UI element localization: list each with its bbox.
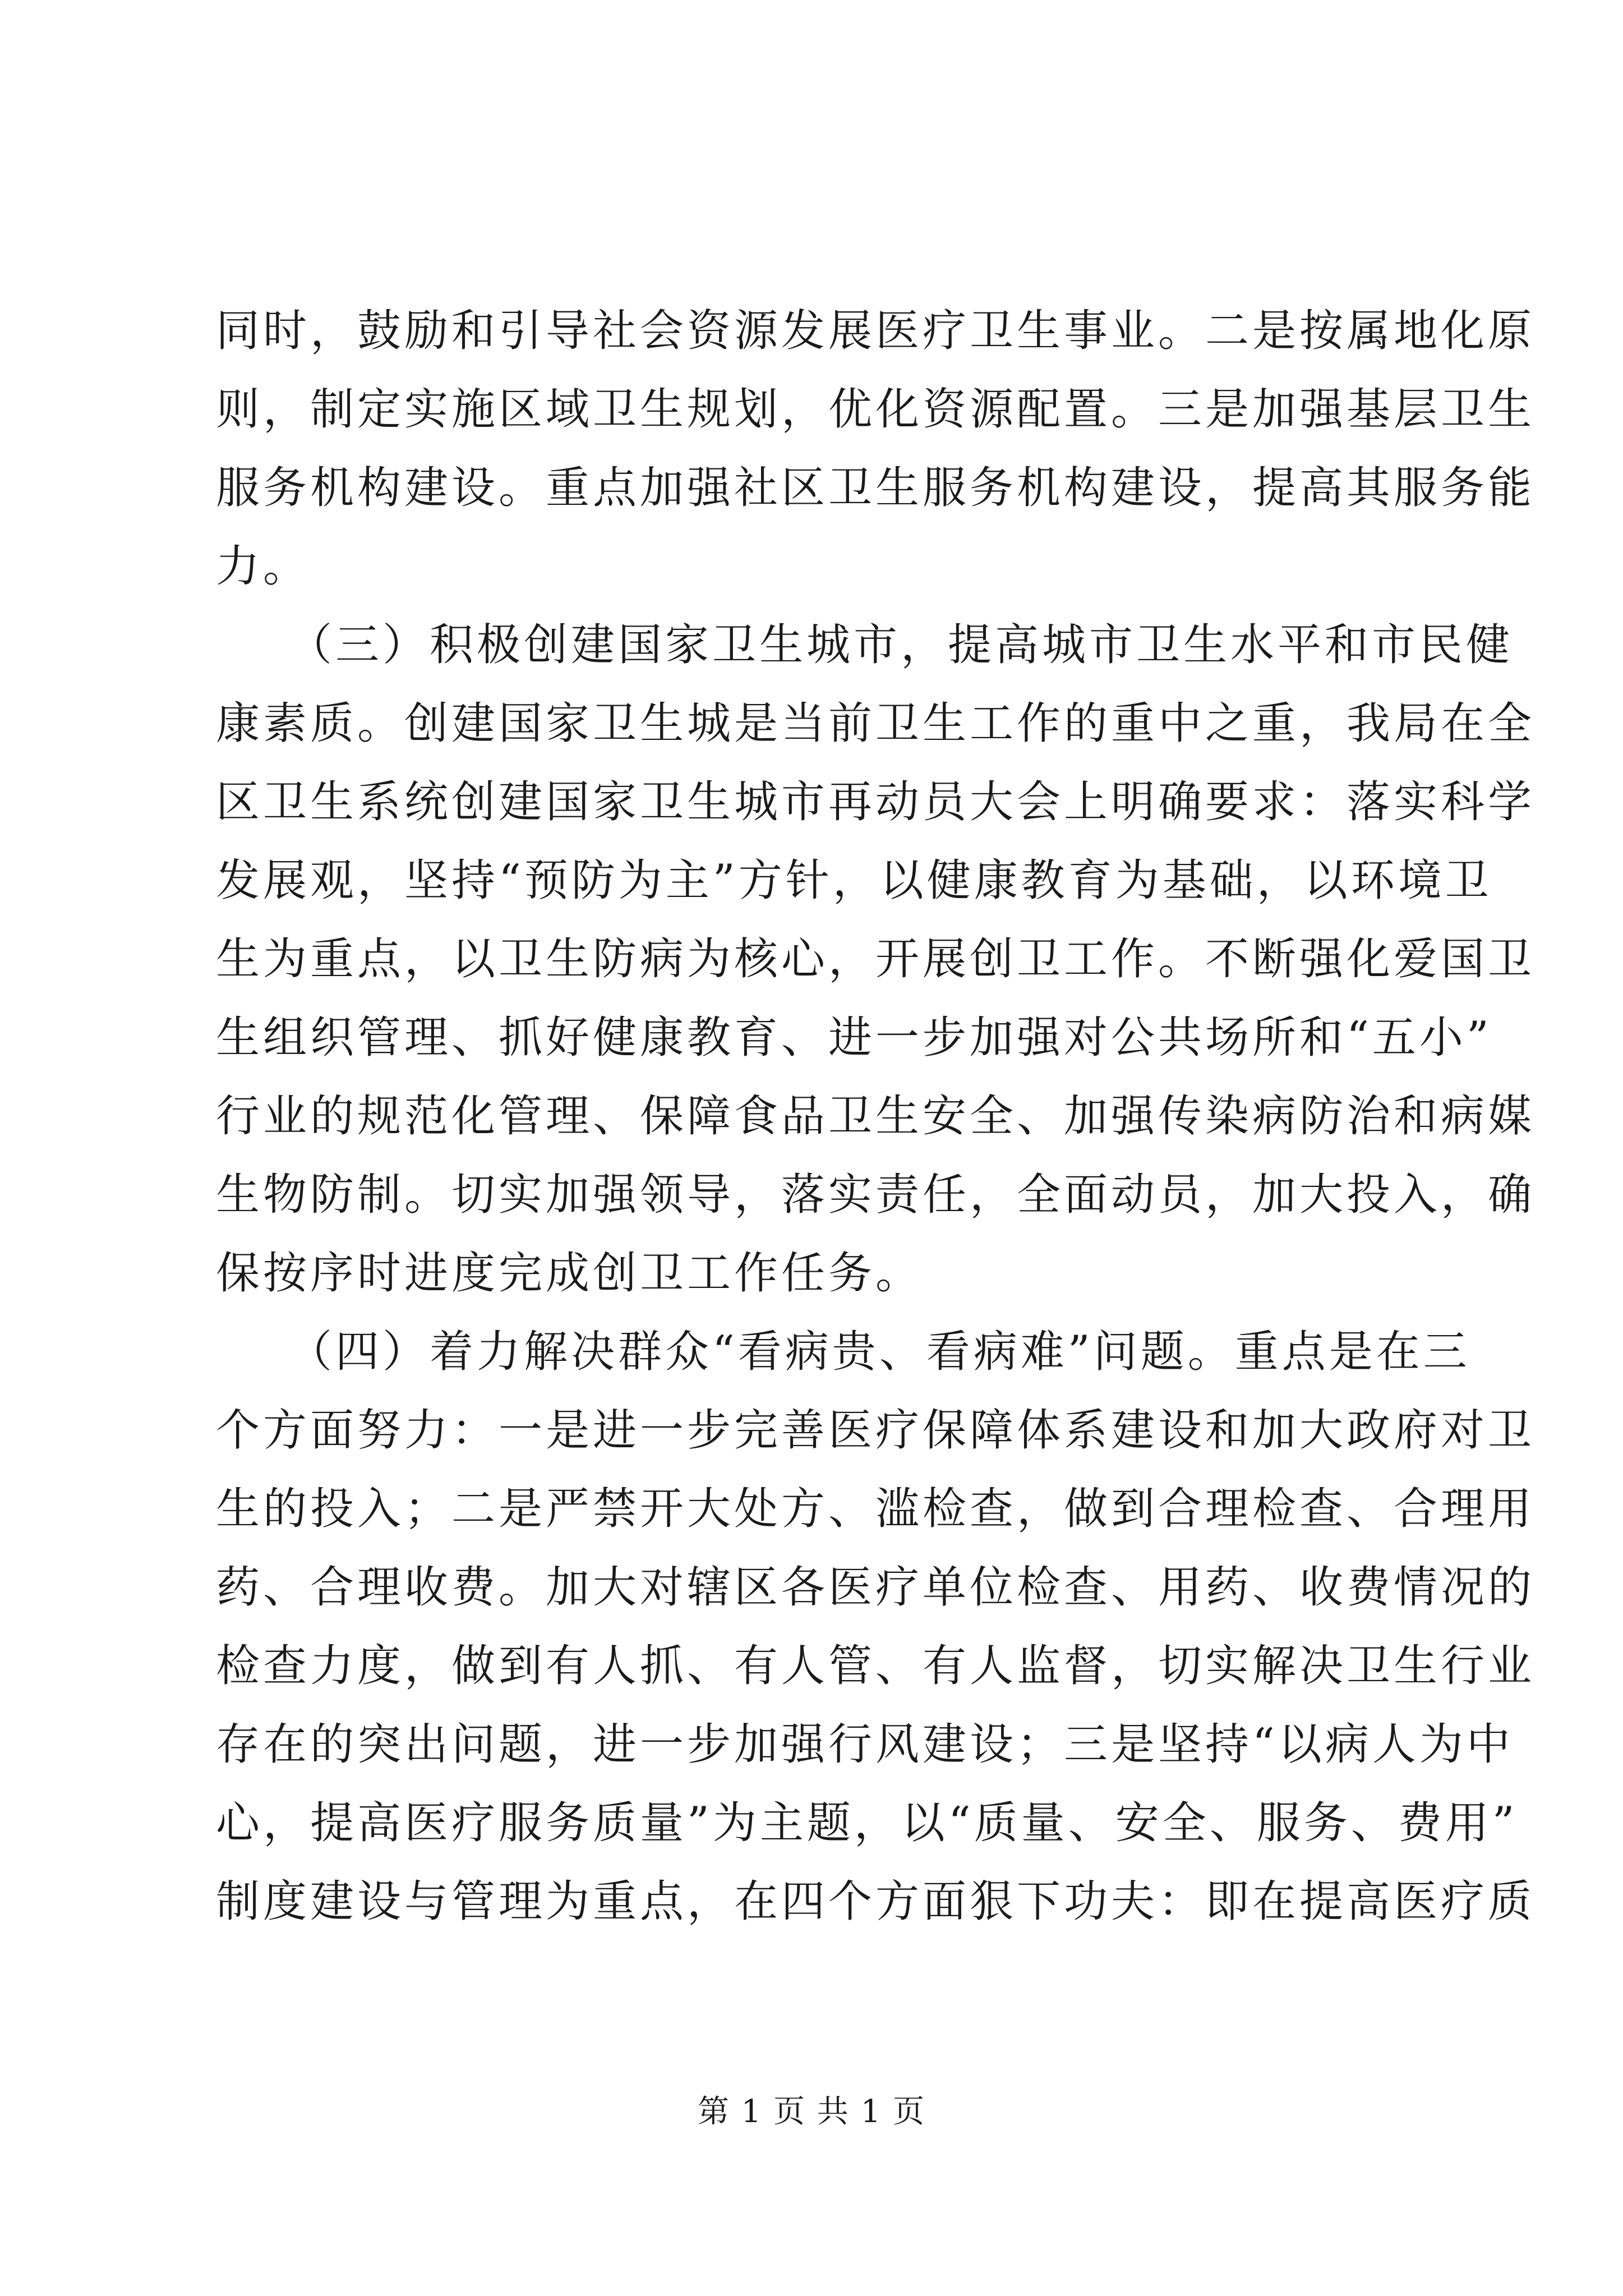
text-line: 检查力度，做到有人抓、有人管、有人监督，切实解决卫生行业 [216,1641,1536,1691]
text-line: 生组织管理、抓好健康教育、进一步加强对公共场所和“五小” [216,1013,1492,1063]
text-line: 生为重点，以卫生防病为核心，开展创卫工作。不断强化爱国卫 [216,934,1536,984]
text-line: 制度建设与管理为重点，在四个方面狠下功夫：即在提高医疗质 [216,1876,1536,1927]
body-text [216,292,1536,1941]
text-line: 保按序时进度完成创卫工作任务。 [216,1248,923,1299]
text-line: 服务机构建设。重点加强社区卫生服务机构建设，提高其服务能 [216,463,1536,513]
text-line: 同时，鼓励和引导社会资源发展医疗卫生事业。二是按属地化原 [216,306,1536,356]
text-line: 力。 [216,541,311,592]
text-line: （三）积极创建国家卫生城市，提高城市卫生水平和市民健 [216,620,1514,670]
text-line: （四）着力解决群众“看病贵、看病难”问题。重点是在三 [216,1327,1470,1377]
text-line: 药、合理收费。加大对辖区各医疗单位检查、用药、收费情况的 [216,1562,1536,1613]
text-line: 则，制定实施区域卫生规划，优化资源配置。三是加强基层卫生 [216,384,1536,435]
text-line: 行业的规范化管理、保障食品卫生安全、加强传染病防治和病媒 [216,1091,1536,1142]
text-line: 康素质。创建国家卫生城是当前卫生工作的重中之重，我局在全 [216,698,1536,749]
text-line: 个方面努力：一是进一步完善医疗保障体系建设和加大政府对卫 [216,1405,1536,1456]
text-line: 存在的突出问题，进一步加强行风建设；三是坚持“以病人为中 [216,1719,1514,1770]
text-line: 区卫生系统创建国家卫生城市再动员大会上明确要求：落实科学 [216,777,1536,827]
text-line: 心，提高医疗服务质量”为主题，以“质量、安全、服务、费用” [216,1798,1518,1848]
text-line: 发展观，坚持“预防为主”方针，以健康教育为基础，以环境卫 [216,855,1492,906]
text-line: 生物防制。切实加强领导，落实责任，全面动员，加大投入，确 [216,1170,1536,1220]
text-line: 生的投入；二是严禁开大处方、滥检查，做到合理检查、合理用 [216,1484,1536,1534]
page-footer: 第 1 页 共 1 页 [697,2093,926,2130]
